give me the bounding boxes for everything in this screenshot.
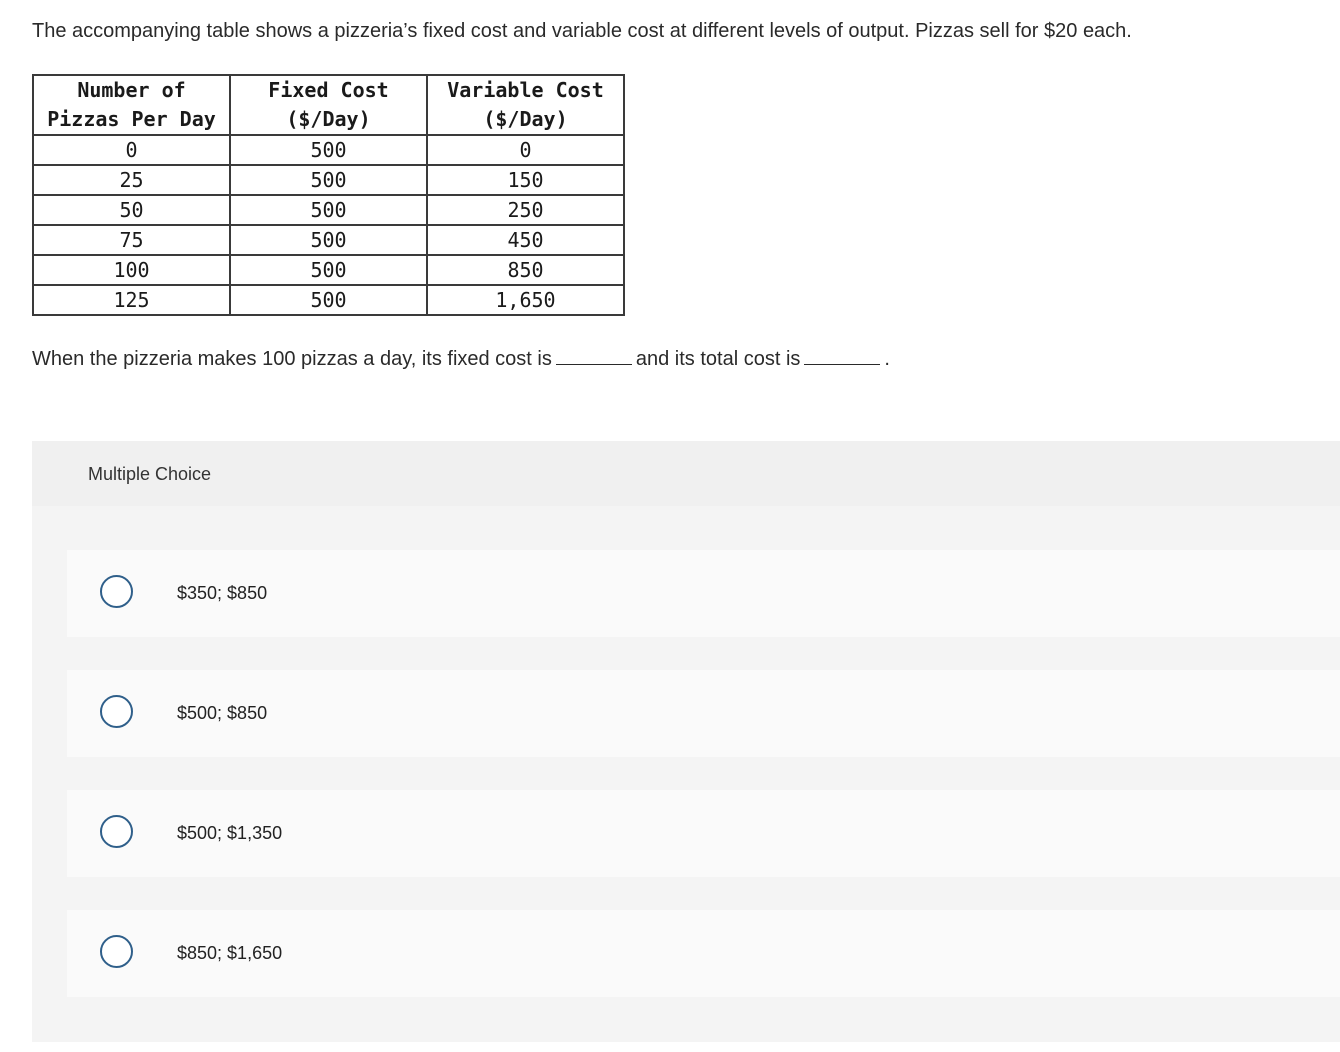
answer-option-label: $500; $850: [177, 703, 268, 723]
table-row: [33, 135, 624, 165]
cell-fixed-cost: 500: [230, 225, 427, 255]
question-intro: The accompanying table shows a pizzeria’s fixed cost and variable cost at different levels of output. Pizzas sell for $20 each.: [32, 20, 1132, 42]
answer-option-label: $850; $1,650: [177, 943, 283, 963]
answer-option[interactable]: [67, 910, 1340, 997]
column-header-fixed-cost: [230, 75, 427, 135]
column-header-variable-cost: [427, 75, 624, 135]
multiple-choice-label: Multiple Choice: [88, 464, 212, 484]
cell-pizzas: 75: [33, 225, 230, 255]
header-line: ($/Day): [483, 107, 568, 131]
table-row: [33, 225, 624, 255]
header-line: Fixed Cost: [268, 78, 389, 102]
radio-button-icon[interactable]: [100, 935, 133, 968]
cell-fixed-cost: 500: [230, 285, 427, 315]
radio-button-icon[interactable]: [100, 695, 133, 728]
cell-fixed-cost: 500: [230, 135, 427, 165]
question-end: .: [884, 348, 890, 370]
answer-option[interactable]: [67, 670, 1340, 757]
table-row: [33, 255, 624, 285]
header-line: Pizzas Per Day: [47, 107, 216, 131]
multiple-choice-panel: [32, 441, 1340, 1042]
cell-variable-cost: 450: [427, 225, 624, 255]
table-row: [33, 285, 624, 315]
header-line: Number of: [77, 78, 186, 102]
multiple-choice-header: [32, 441, 1340, 506]
cell-pizzas: 125: [33, 285, 230, 315]
cell-pizzas: 50: [33, 195, 230, 225]
cell-variable-cost: 0: [427, 135, 624, 165]
answer-option-label: $350; $850: [177, 583, 268, 603]
question-text: [32, 346, 890, 372]
cell-variable-cost: 850: [427, 255, 624, 285]
cell-variable-cost: 150: [427, 165, 624, 195]
cost-table: [32, 74, 625, 316]
answer-option[interactable]: [67, 790, 1340, 877]
question-part-1: When the pizzeria makes 100 pizzas a day, its fixed cost is: [32, 348, 552, 370]
answer-blank-fixed-cost: [556, 346, 632, 365]
column-header-pizzas: [33, 75, 230, 135]
answer-option[interactable]: [67, 550, 1340, 637]
cell-fixed-cost: 500: [230, 165, 427, 195]
question-part-2: and its total cost is: [635, 348, 801, 370]
cell-pizzas: 25: [33, 165, 230, 195]
cell-fixed-cost: 500: [230, 195, 427, 225]
table-row: [33, 165, 624, 195]
cell-variable-cost: 1,650: [427, 285, 624, 315]
cell-pizzas: 0: [33, 135, 230, 165]
header-line: Variable Cost: [447, 78, 604, 102]
table-row: [33, 195, 624, 225]
radio-button-icon[interactable]: [100, 815, 133, 848]
header-line: ($/Day): [286, 107, 371, 131]
cell-variable-cost: 250: [427, 195, 624, 225]
radio-button-icon[interactable]: [100, 575, 133, 608]
cell-pizzas: 100: [33, 255, 230, 285]
cell-fixed-cost: 500: [230, 255, 427, 285]
answer-blank-total-cost: [804, 346, 880, 365]
answer-option-label: $500; $1,350: [177, 823, 283, 843]
table-header-row: [33, 75, 624, 135]
